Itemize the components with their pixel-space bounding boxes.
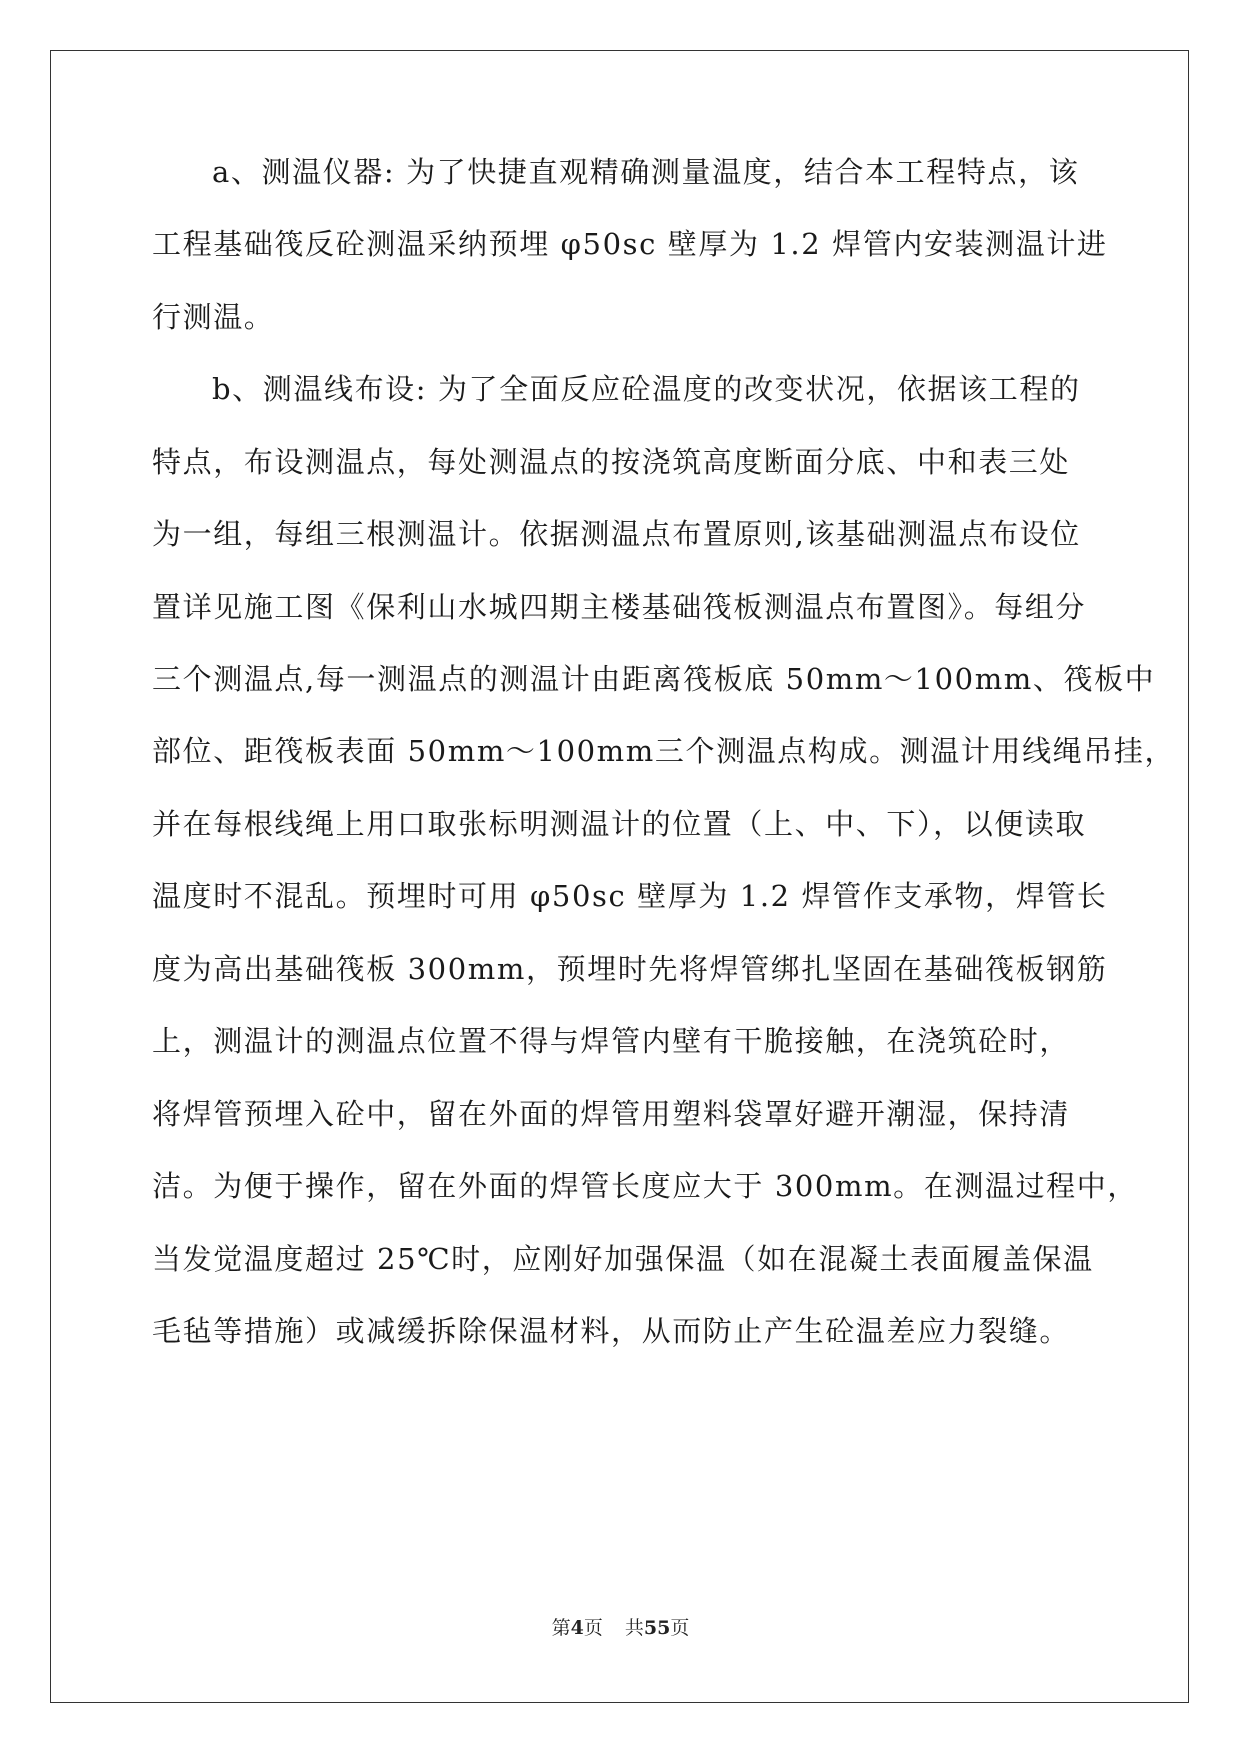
- paragraph-2-line-7: 并在每根线绳上用口取张标明测温计的位置（上、中、下），以便读取: [152, 807, 1087, 841]
- footer-total-suffix: 页: [670, 1617, 690, 1639]
- paragraph-2-line-12: 洁。为便于操作，留在外面的焊管长度应大于 300mm。在测温过程中，: [152, 1169, 1138, 1203]
- paragraph-2-line-9: 度为高出基础筏板 300mm，预埋时先将焊管绑扎坚固在基础筏板钢筋: [152, 952, 1108, 986]
- footer-page-suffix: 页: [583, 1617, 603, 1639]
- paragraph-2-line-6: 部位、距筏板表面 50mm～100mm三个测温点构成。测温计用线绳吊挂，: [152, 734, 1176, 768]
- paragraph-2-line-13: 当发觉温度超过 25℃时，应刚好加强保温（如在混凝土表面履盖保温: [152, 1242, 1094, 1276]
- paragraph-1-line-3: 行测温。: [152, 300, 275, 334]
- footer-total-pages: 55: [643, 1617, 671, 1639]
- paragraph-1-line-2: 工程基础筏反砼测温采纳预埋 φ50sc 壁厚为 1.2 焊管内安装测温计进: [152, 227, 1108, 261]
- paragraph-2-line-5: 三个测温点,每一测温点的测温计由距离筏板底 50mm～100mm、筏板中: [152, 662, 1156, 696]
- footer-page-number: 4: [570, 1617, 584, 1639]
- page-footer: [0, 1616, 1241, 1640]
- paragraph-2-line-10: 上，测温计的测温点位置不得与焊管内壁有干脆接触，在浇筑砼时，: [152, 1024, 1071, 1058]
- paragraph-2-line-4: 置详见施工图《保利山水城四期主楼基础筏板测温点布置图》。每组分: [152, 590, 1087, 624]
- paragraph-2-line-11: 将焊管预埋入砼中，留在外面的焊管用塑料袋罩好避开潮湿，保持清: [152, 1097, 1071, 1131]
- paragraph-2-line-1: b、测温线布设: 为了全面反应砼温度的改变状况，依据该工程的: [212, 372, 1081, 406]
- paragraph-2-line-2: 特点，布设测温点，每处测温点的按浇筑高度断面分底、中和表三处: [152, 445, 1071, 479]
- paragraph-2-line-3: 为一组，每组三根测温计。依据测温点布置原则,该基础测温点布设位: [152, 517, 1081, 551]
- paragraph-1-line-1: a、测温仪器: 为了快捷直观精确测量温度，结合本工程特点，该: [212, 155, 1080, 189]
- footer-total-prefix: 共: [624, 1617, 644, 1639]
- paragraph-2-line-8: 温度时不混乱。预埋时可用 φ50sc 壁厚为 1.2 焊管作支承物，焊管长: [152, 879, 1108, 913]
- paragraph-2-line-14: 毛毡等措施）或减缓拆除保温材料，从而防止产生砼温差应力裂缝。: [152, 1314, 1071, 1348]
- footer-page-prefix: 第: [551, 1617, 571, 1639]
